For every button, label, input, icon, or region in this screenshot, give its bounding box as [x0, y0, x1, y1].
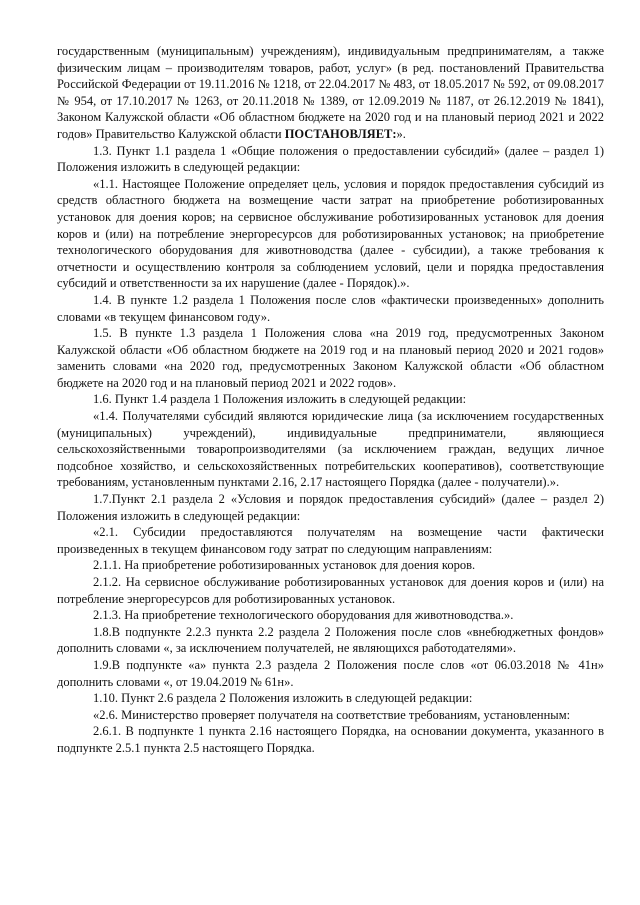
paragraph-1-6: 1.6. Пункт 1.4 раздела 1 Положения изложить в следующей редакции:: [93, 392, 467, 407]
paragraph-1-4-text: «1.4. Получателями субсидий являются юридические лица (за исключением государственных (муниципальных) учреждений), индивидуальные предприниматели, являющиеся сельскохозяйственными товаропроизводителями (за исключением граждан, ведущих личное подсобное хозяйство, и сельскохозяйственных потребительских кооперативов), соответствующие требованиям, установленным пунктами 2.16, 2.17 настоящего Порядка (далее - получатели).».: [57, 409, 604, 490]
paragraph-1-10: 1.10. Пункт 2.6 раздела 2 Положения изложить в следующей редакции:: [93, 691, 473, 706]
paragraph-1-7: 1.7.Пункт 2.1 раздела 2 «Условия и порядок предоставления субсидий» (далее – раздел 2) Положения изложить в следующей редакции:: [57, 492, 604, 523]
paragraph-intro: [57, 43, 604, 143]
paragraph-1-1-text: «1.1. Настоящее Положение определяет цель, условия и порядок предоставления субсидий из средств областного бюджета на возмещение части затрат на приобретение роботизированных установок для доения коров; на сервисное обслуживание роботизированных установок для доения коров и (или) на потребление энергоресурсов для роботизированных установок; на приобретение технологического оборудования для животноводства (далее - субсидии), а также требования к отчетности и осуществлению контроля за соблюдением условий, цели и порядка предоставления субсидий и ответственности за их нарушение (далее - Порядок).».: [57, 176, 604, 291]
paragraph-1-5: 1.5. В пункте 1.3 раздела 1 Положения слова «на 2019 год, предусмотренных Законом Калужской области «Об областном бюджете на 2019 год и на плановый период 2020 и 2021 годов» заменить словами «на 2020 год, предусмотренных Законом Калужской области «Об областном бюджете на 2020 год и на плановый период 2021 и 2022 годов».: [57, 326, 604, 390]
paragraph-2-1-2: 2.1.2. На сервисное обслуживание роботизированных установок для доения коров и (или) на потребление энергоресурсов для роботизированных установок.: [57, 575, 604, 606]
paragraph-1-3: 1.3. Пункт 1.1 раздела 1 «Общие положения о предоставлении субсидий» (далее – раздел 1) Положения изложить в следующей редакции:: [57, 143, 604, 175]
intro-text: государственным (муниципальным) учреждениям), индивидуальным предпринимателям, а также физическим лицам – производителям товаров, работ, услуг» (в ред. постановлений Правительства Российской Федерации от 19.11.2016 № 1218, от 22.04.2017 № 483, от 18.05.2017 № 592, от 09.08.2017 № 954, от 17.10.2017 № 1263, от 20.11.2018 № 1389, от 12.09.2019 № 1187, от 26.12.2019 № 1841), Законом Калужской области «Об областном бюджете на 2020 год и на плановый период 2021 и 2022 годов» Правительство Калужской области: [57, 44, 604, 141]
paragraph-2-1-1: 2.1.1. На приобретение роботизированных установок для доения коров.: [93, 558, 476, 573]
paragraph-2-6-text: «2.6. Министерство проверяет получателя на соответствие требованиям, установленным:: [93, 707, 571, 722]
paragraph-1-9: 1.9.В подпункте «а» пункта 2.3 раздела 2 Положения после слов «от 06.03.2018 № 41н» дополнить словами «, от 19.04.2019 № 61н».: [57, 657, 604, 689]
paragraph-1-4: 1.4. В пункте 1.2 раздела 1 Положения после слов «фактически произведенных» дополнить словами «в текущем финансовом году».: [57, 292, 604, 324]
paragraph-2-1-3: 2.1.3. На приобретение технологического оборудования для животноводства.».: [93, 608, 514, 623]
intro-bold-text: ПОСТАНОВЛЯЕТ:: [284, 126, 397, 141]
paragraph-2-6-1: 2.6.1. В подпункте 1 пункта 2.16 настоящего Порядка, на основании документа, указанного в подпункте 2.5.1 пункта 2.5 настоящего Порядка.: [57, 724, 604, 755]
paragraph-2-1-text: «2.1. Субсидии предоставляются получателям на возмещение части фактически произведенных в текущем финансовом году затрат по следующим направлениям:: [57, 525, 604, 556]
intro-tail: ».: [396, 126, 406, 141]
paragraph-1-8: 1.8.В подпункте 2.2.3 пункта 2.2 раздела 2 Положения после слов «внебюджетных фондов» дополнить словами «, за исключением получателей, не являющихся работодателями».: [57, 624, 604, 656]
